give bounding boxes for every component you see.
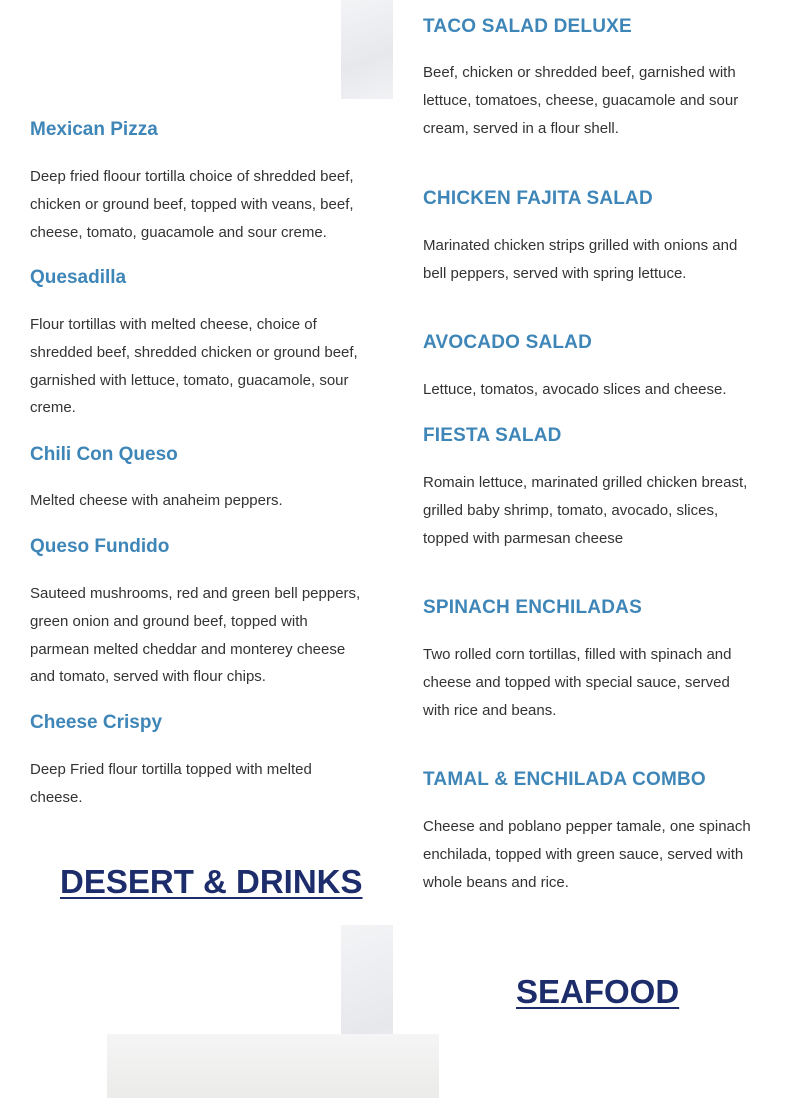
menu-item-description: Cheese and poblano pepper tamale, one spinach enchilada, topped with green sauce, served with whole beans and rice. xyxy=(423,818,751,891)
menu-item-description: Lettuce, tomatos, avocado slices and cheese. xyxy=(423,381,727,398)
menu-item-description: Deep Fried flour tortilla topped with melted cheese. xyxy=(30,761,312,806)
section-heading-seafood[interactable]: SEAFOOD xyxy=(516,973,680,1010)
faded-food-photo xyxy=(107,1034,439,1098)
menu-item-title: FIESTA SALAD xyxy=(423,425,562,446)
menu-item-title: TAMAL & ENCHILADA COMBO xyxy=(423,769,706,790)
menu-item-title: Quesadilla xyxy=(30,267,127,288)
menu-item-title: CHICKEN FAJITA SALAD xyxy=(423,188,653,209)
menu-item-description: Two rolled corn tortillas, filled with spinach and cheese and topped with special sauce, served with rice and beans. xyxy=(423,646,732,719)
menu-item-title: Cheese Crispy xyxy=(30,712,163,733)
menu-item-description: Romain lettuce, marinated grilled chicken breast, grilled baby shrimp, tomato, avocado, slices, topped with parmesan cheese xyxy=(423,474,748,547)
menu-item-title: Mexican Pizza xyxy=(30,119,158,140)
menu-item-title: TACO SALAD DELUXE xyxy=(423,16,632,37)
menu-item-description: Deep fried floour tortilla choice of shredded beef, chicken or ground beef, topped with veans, beef, cheese, tomato, guacamole and sour creme. xyxy=(30,168,354,241)
menu-item-description: Sauteed mushrooms, red and green bell peppers, green onion and ground beef, topped with parmean melted cheddar and monterey cheese and tomato, served with flour chips. xyxy=(30,585,361,686)
menu-item-title: AVOCADO SALAD xyxy=(423,332,593,353)
faded-food-photo xyxy=(341,0,393,99)
menu-item-description: Marinated chicken strips grilled with onions and bell peppers, served with spring lettuce. xyxy=(423,237,738,282)
section-heading-desert-drinks[interactable]: DESERT & DRINKS xyxy=(60,863,363,900)
menu-item-description: Flour tortillas with melted cheese, choice of shredded beef, shredded chicken or ground beef, garnished with lettuce, tomato, guacamole, sour creme. xyxy=(30,316,358,417)
menu-item-description: Melted cheese with anaheim peppers. xyxy=(30,492,283,509)
menu-item-description: Beef, chicken or shredded beef, garnished with lettuce, tomatoes, cheese, guacamole and sour cream, served in a flour shell. xyxy=(423,64,739,137)
menu-item-title: SPINACH ENCHILADAS xyxy=(423,597,642,618)
menu-item-title: Chili Con Queso xyxy=(30,444,178,465)
menu-item-title: Queso Fundido xyxy=(30,536,170,557)
